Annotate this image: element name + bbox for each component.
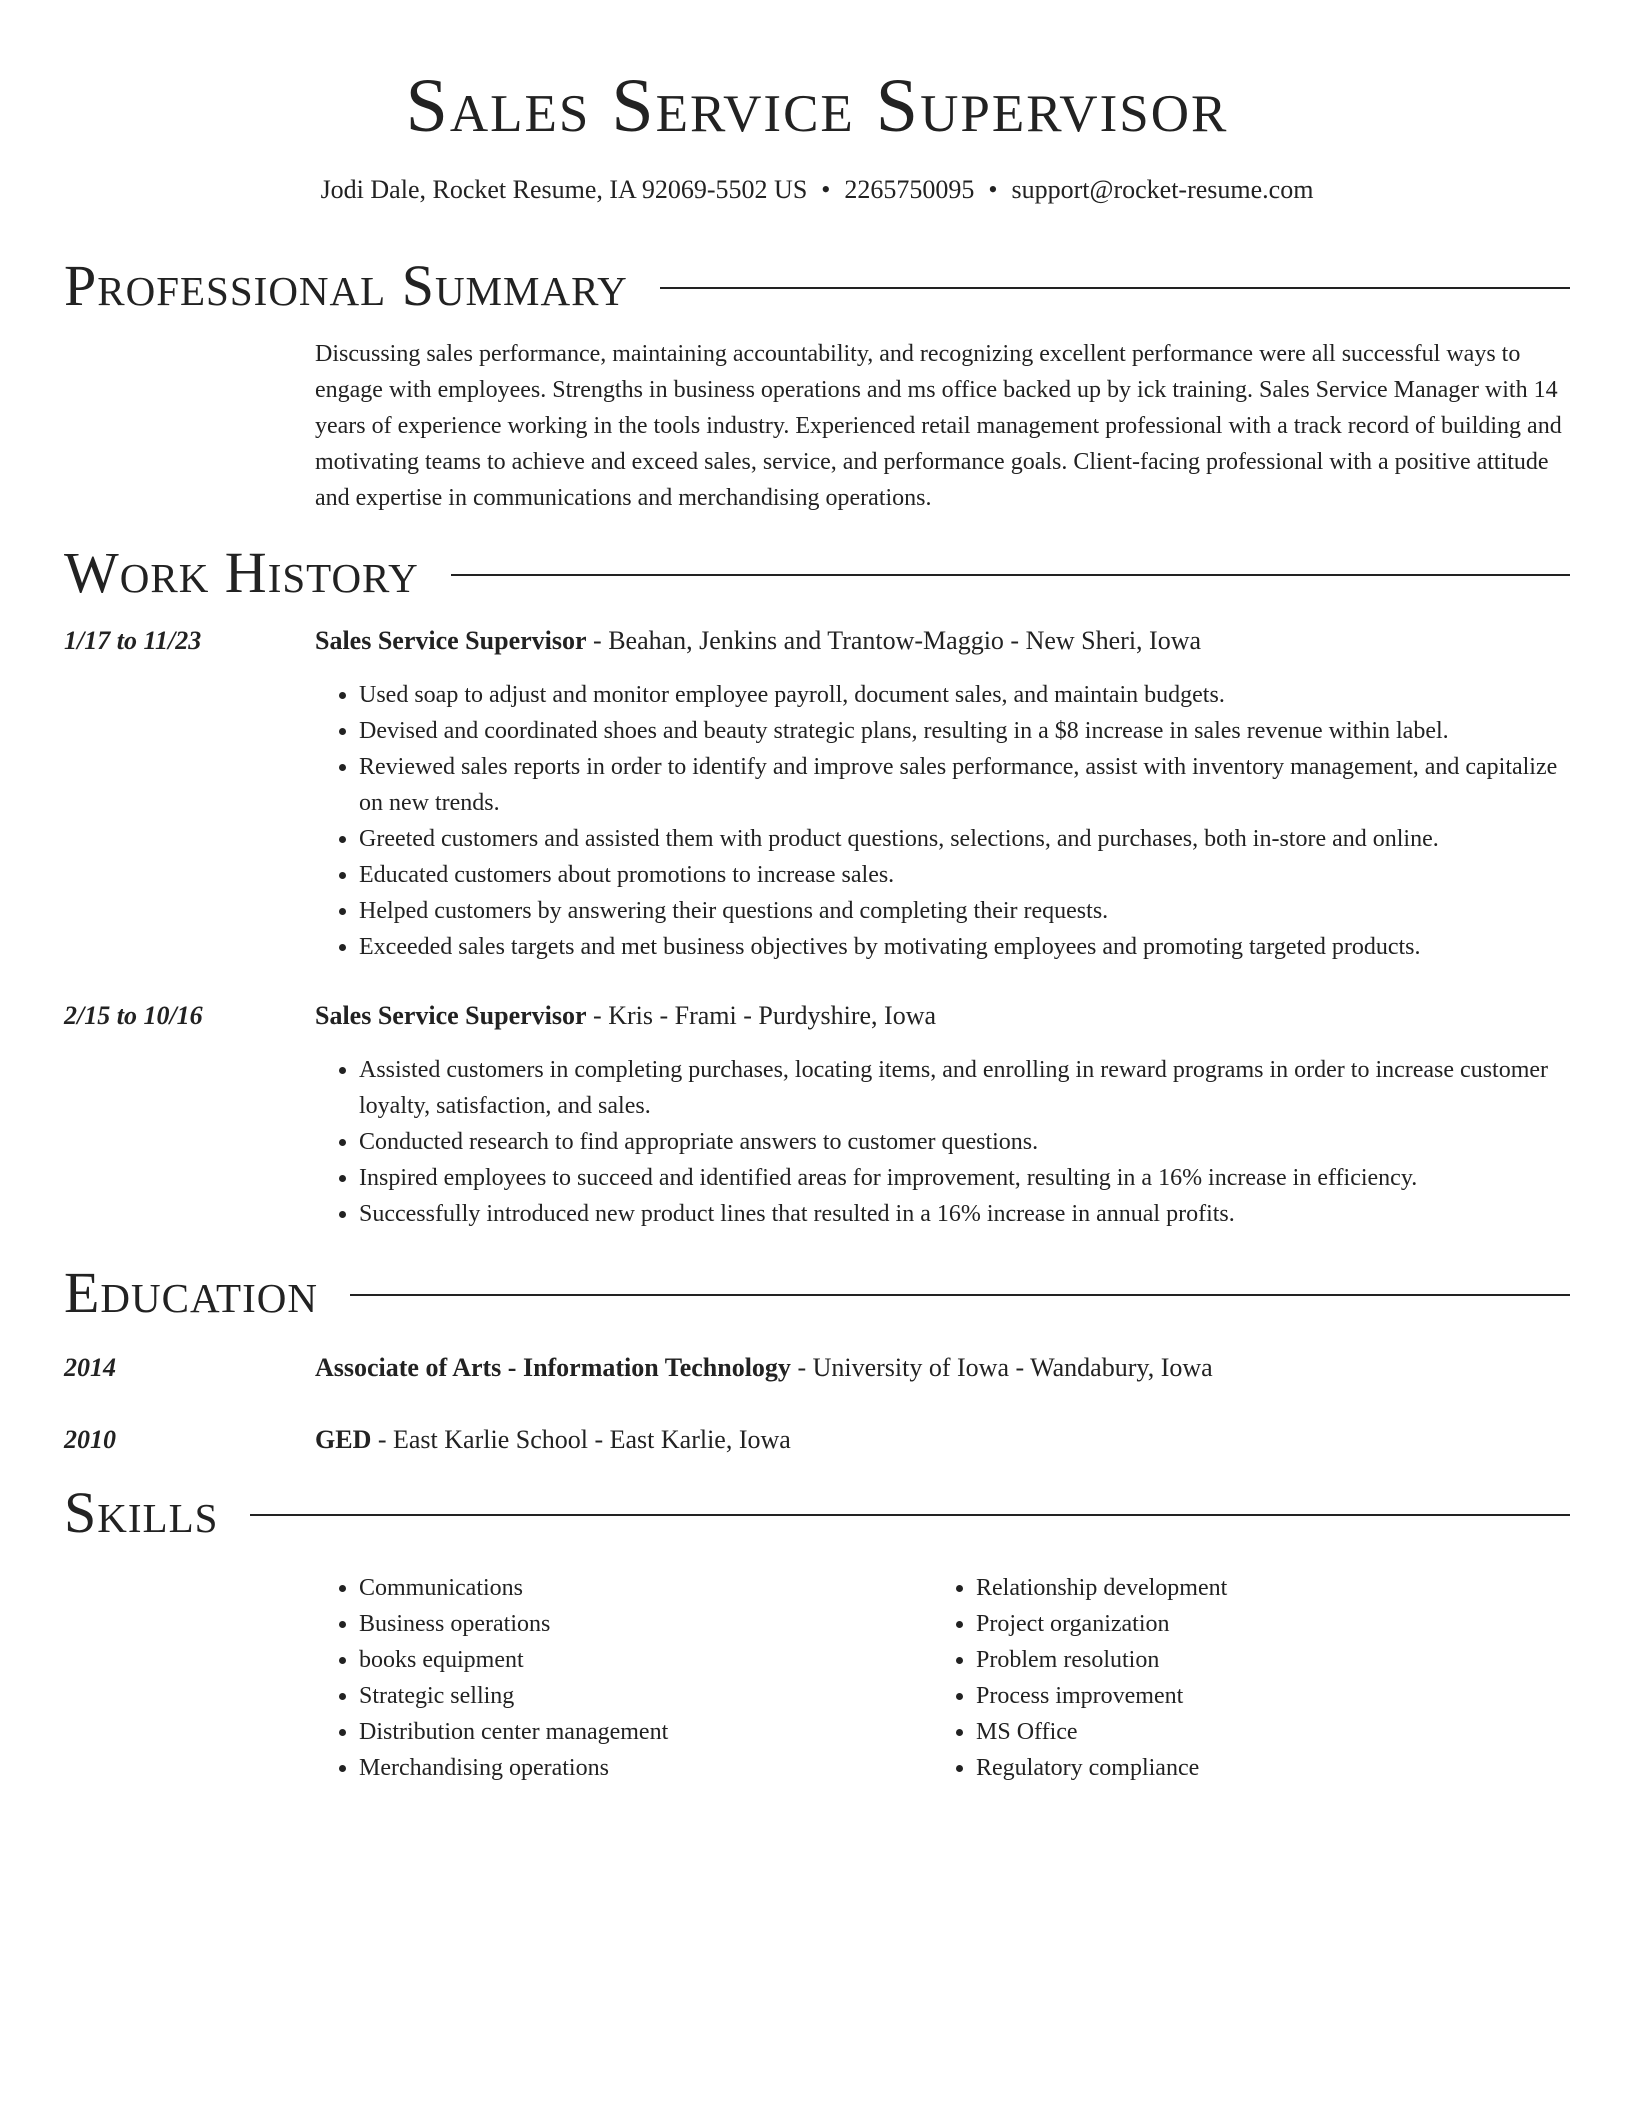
education-year: 2010 bbox=[64, 1425, 116, 1454]
skills-column bbox=[315, 1570, 929, 1786]
section-divider bbox=[350, 1294, 1570, 1296]
job-heading bbox=[315, 623, 1201, 659]
list-item: • Reviewed sales reports in order to identify and improve sales performance, assist with inventory management, and capitalize on new trends. bbox=[359, 749, 1573, 821]
skill-item: • Business operations bbox=[359, 1606, 929, 1642]
list-item: • Greeted customers and assisted them with product questions, selections, and purchases, both in-store and online. bbox=[359, 821, 1573, 857]
job-details: - Beahan, Jenkins and Trantow-Maggio - New Sheri, Iowa bbox=[586, 626, 1202, 655]
list-item: • Successfully introduced new product lines that resulted in a 16% increase in annual profits. bbox=[359, 1196, 1573, 1232]
contact-separator: • bbox=[821, 175, 831, 204]
skill-item: • Process improvement bbox=[976, 1678, 1546, 1714]
skill-item: • books equipment bbox=[359, 1642, 929, 1678]
section-divider bbox=[451, 574, 1570, 576]
section-header-summary bbox=[64, 254, 1570, 318]
education-details: - University of Iowa - Wandabury, Iowa bbox=[790, 1353, 1213, 1382]
contact-phone: 2265750095 bbox=[844, 175, 975, 204]
section-header-education bbox=[64, 1261, 1570, 1325]
education-heading bbox=[315, 1422, 791, 1458]
job-heading bbox=[315, 998, 936, 1034]
job-bullets bbox=[315, 677, 1573, 965]
education-details: - East Karlie School - East Karlie, Iowa bbox=[371, 1425, 791, 1454]
section-header-work-history bbox=[64, 541, 1570, 605]
skill-item: • Project organization bbox=[976, 1606, 1546, 1642]
skill-item: • Distribution center management bbox=[359, 1714, 929, 1750]
list-item: • Exceeded sales targets and met business objectives by motivating employees and promoting targeted products. bbox=[359, 929, 1573, 965]
job-title: Sales Service Supervisor bbox=[315, 626, 587, 655]
list-item: • Helped customers by answering their questions and completing their requests. bbox=[359, 893, 1573, 929]
section-title: Skills bbox=[64, 1480, 219, 1545]
education-heading bbox=[315, 1350, 1213, 1386]
section-title: Professional Summary bbox=[64, 253, 628, 318]
skill-item: • Problem resolution bbox=[976, 1642, 1546, 1678]
section-divider bbox=[660, 287, 1570, 289]
list-item: • Educated customers about promotions to increase sales. bbox=[359, 857, 1573, 893]
skill-item: • Communications bbox=[359, 1570, 929, 1606]
summary-text: Discussing sales performance, maintaining accountability, and recognizing excellent performance were all successful ways to engage with employees. Strengths in business operations and ms office backed up by ick training. Sales Service Manager with 14 years of experience working in the tools industry. Experienced retail management professional with a track record of building and motivating teams to achieve and exceed sales, service, and performance goals. Client-facing professional with a positive attitude and expertise in communications and merchandising operations. bbox=[315, 341, 1562, 511]
contact-separator: • bbox=[988, 175, 998, 204]
job-bullets bbox=[315, 1052, 1573, 1232]
list-item: • Devised and coordinated shoes and beauty strategic plans, resulting in a $8 increase in sales revenue within label. bbox=[359, 713, 1573, 749]
skill-item: • Merchandising operations bbox=[359, 1750, 929, 1786]
section-header-skills bbox=[64, 1481, 1570, 1545]
list-item: • Conducted research to find appropriate answers to customer questions. bbox=[359, 1124, 1573, 1160]
job-dates: 2/15 to 10/16 bbox=[64, 1001, 203, 1030]
skills-column bbox=[932, 1570, 1546, 1786]
job-title: Sales Service Supervisor bbox=[315, 1001, 587, 1030]
contact-email: support@rocket-resume.com bbox=[1011, 175, 1314, 204]
skill-item: • Relationship development bbox=[976, 1570, 1546, 1606]
skill-item: • MS Office bbox=[976, 1714, 1546, 1750]
education-year: 2014 bbox=[64, 1353, 116, 1382]
skill-item: • Strategic selling bbox=[359, 1678, 929, 1714]
list-item: • Inspired employees to succeed and identified areas for improvement, resulting in a 16% increase in efficiency. bbox=[359, 1160, 1573, 1196]
resume-name-title: Sales Service Supervisor bbox=[405, 64, 1229, 148]
list-item: • Used soap to adjust and monitor employee payroll, document sales, and maintain budgets. bbox=[359, 677, 1573, 713]
contact-line bbox=[64, 172, 1570, 208]
section-divider bbox=[250, 1514, 1570, 1516]
section-title: Work History bbox=[64, 540, 419, 605]
job-details: - Kris - Frami - Purdyshire, Iowa bbox=[586, 1001, 937, 1030]
list-item: • Assisted customers in completing purchases, locating items, and enrolling in reward programs in order to increase customer loyalty, satisfaction, and sales. bbox=[359, 1052, 1573, 1124]
education-degree: GED bbox=[315, 1425, 372, 1454]
skill-item: • Regulatory compliance bbox=[976, 1750, 1546, 1786]
section-title: Education bbox=[64, 1260, 318, 1325]
job-dates: 1/17 to 11/23 bbox=[64, 626, 202, 655]
contact-address: Jodi Dale, Rocket Resume, IA 92069-5502 US bbox=[320, 175, 808, 204]
education-degree: Associate of Arts - Information Technology bbox=[315, 1353, 791, 1382]
